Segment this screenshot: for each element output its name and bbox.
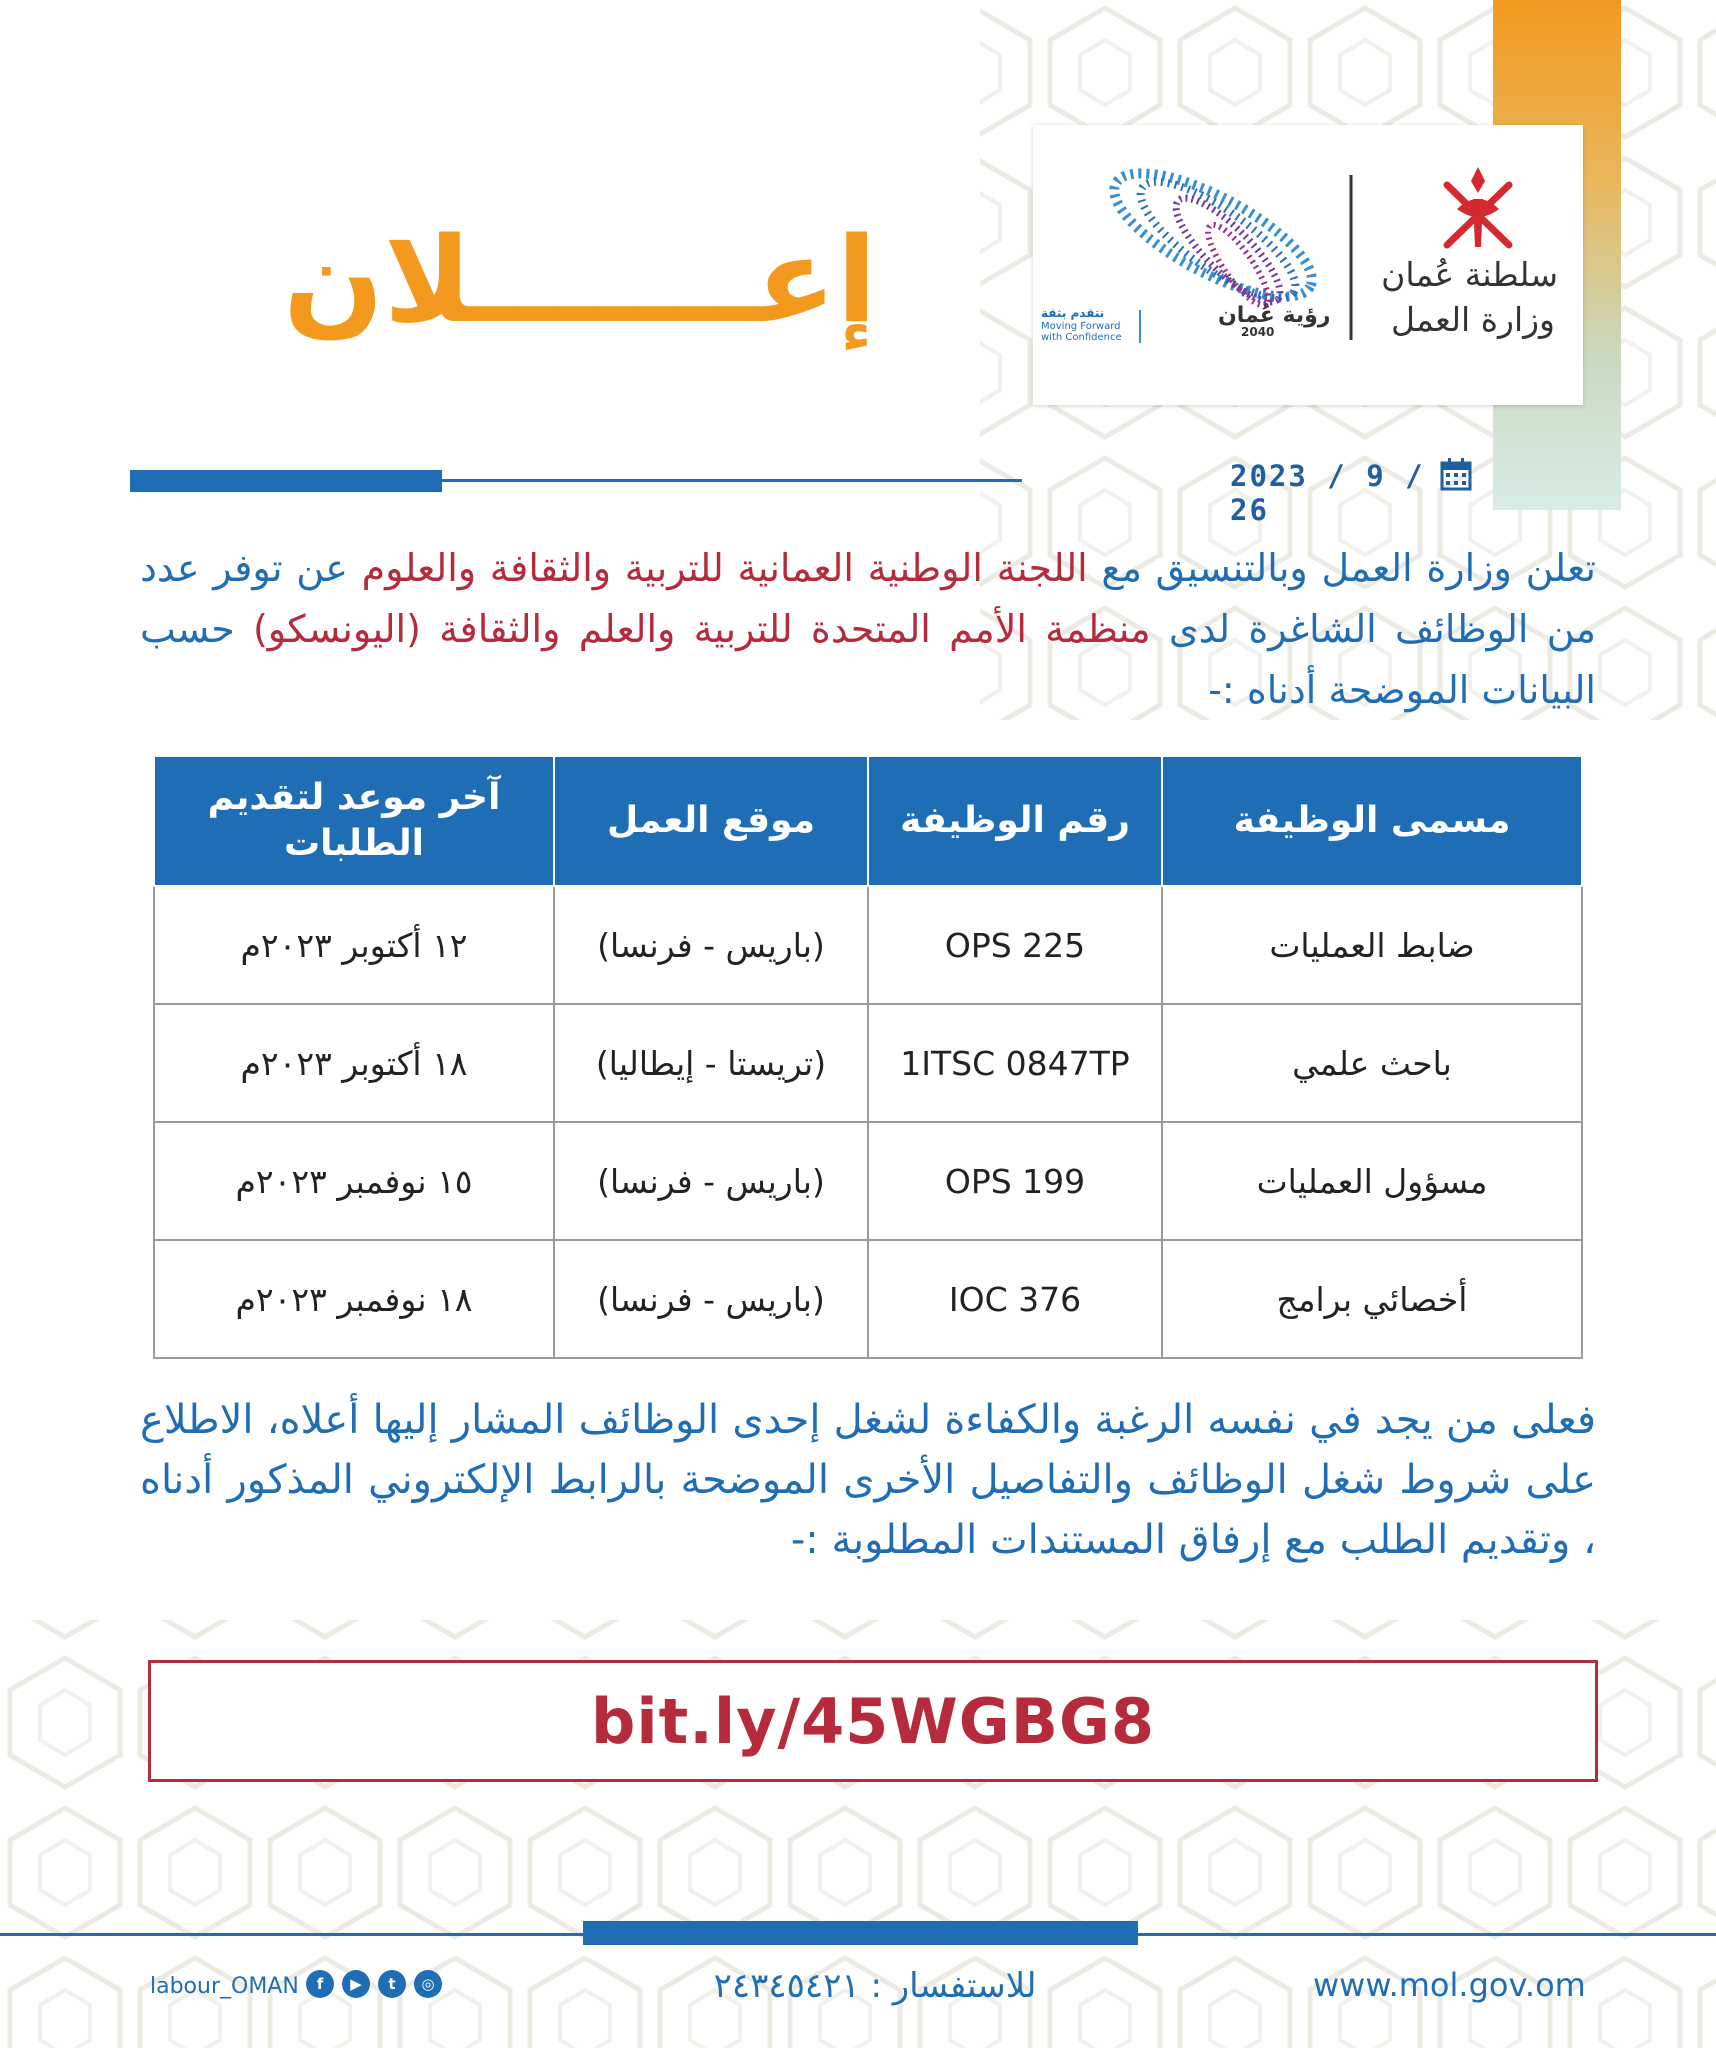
cell-job-number: OPS 199 (868, 1122, 1162, 1240)
slogan-ar: نتقدم بثقة (1041, 306, 1105, 320)
cell-job-title: باحث علمي (1162, 1004, 1582, 1122)
application-link[interactable]: bit.ly/45WGBG8 (148, 1660, 1598, 1782)
cell-location: (باريس - فرنسا) (554, 1122, 868, 1240)
cell-job-title: ضابط العمليات (1162, 886, 1582, 1004)
jobs-table (153, 755, 1583, 1359)
footer-divider-thick (583, 1921, 1138, 1945)
twitter-icon[interactable]: t (378, 1970, 406, 1998)
cell-job-title: مسؤول العمليات (1162, 1122, 1582, 1240)
announcement-title: إعـــــــلان (283, 211, 877, 349)
slogan-en-line1: Moving Forward (1041, 321, 1121, 332)
youtube-icon[interactable]: ▶ (342, 1970, 370, 1998)
cell-deadline: ١٨ أكتوبر ٢٠٢٣م (154, 1004, 554, 1122)
table-header-row (154, 756, 1582, 886)
ministry-name-line1: سلطنة عُمان (1381, 255, 1558, 294)
cell-location: (باريس - فرنسا) (554, 886, 868, 1004)
intro-org-unesco: منظمة الأمم المتحدة للتربية والعلم والثقافة (اليونسكو) (252, 607, 1151, 651)
inquiry-phone: للاستفسار : ٢٤٣٤٥٤٢١ (713, 1966, 1037, 2006)
ministry-name-line2: وزارة العمل (1391, 300, 1555, 339)
vision-year: 2040 (1241, 325, 1275, 339)
oman-emblem-icon (1433, 163, 1523, 255)
cell-job-title: أخصائي برامج (1162, 1240, 1582, 1358)
header-job-number: رقم الوظيفة (868, 756, 1162, 886)
cell-deadline: ١٥ نوفمبر ٢٠٢٣م (154, 1122, 554, 1240)
cell-job-number: IOC 376 (868, 1240, 1162, 1358)
table-row (154, 886, 1582, 1004)
header-work-location: موقع العمل (554, 756, 868, 886)
divider-thin (442, 479, 1022, 482)
announcement-date: 2023 / 9 / 26 (1230, 459, 1425, 527)
cell-deadline: ١٢ أكتوبر ٢٠٢٣م (154, 886, 554, 1004)
intro-org-national-commission: اللجنة الوطنية العمانية للتربية والثقافة والعلوم (361, 546, 1088, 590)
social-handle[interactable]: labour_OMAN (150, 1974, 299, 1999)
table-row (154, 1240, 1582, 1358)
logo-panel (1033, 125, 1583, 405)
intro-paragraph (140, 538, 1596, 721)
social-icons (306, 1970, 442, 1998)
website-link[interactable]: www.mol.gov.om (1313, 1966, 1586, 2004)
cell-job-number: OPS 225 (868, 886, 1162, 1004)
table-row (154, 1122, 1582, 1240)
table-row (154, 1004, 1582, 1122)
header-deadline: آخر موعد لتقديم الطلبات (154, 756, 554, 886)
slogan-en-line2: with Confidence (1041, 332, 1122, 343)
cell-deadline: ١٨ نوفمبر ٢٠٢٣م (154, 1240, 554, 1358)
vision-label: رؤية عُمان (1218, 303, 1331, 328)
instagram-icon[interactable]: ◎ (414, 1970, 442, 1998)
instructions-paragraph: فعلى من يجد في نفسه الرغبة والكفاءة لشغل إحدى الوظائف المشار إليها أعلاه، الاطلاع على شروط شغل الوظائف والتفاصيل الأخرى الموضحة بالرابط الإلكتروني المذكور أدناه ، وتقديم الطلب مع إرفاق المستندات المطلوبة :- (140, 1397, 1596, 1563)
vision-swirl-graphic (1098, 150, 1328, 320)
intro-text-2: عن توفر عدد من الوظائف الشاغرة لدى (140, 546, 1596, 651)
facebook-icon[interactable]: f (306, 1970, 334, 1998)
cell-job-number: 1ITSC 0847TP (868, 1004, 1162, 1122)
cell-location: (باريس - فرنسا) (554, 1240, 868, 1358)
header-job-title: مسمى الوظيفة (1162, 756, 1582, 886)
date-row (1230, 455, 1470, 527)
intro-text-3: حسب البيانات الموضحة أدناه :- (140, 607, 1596, 712)
cell-location: (تريستا - إيطاليا) (554, 1004, 868, 1122)
intro-text-1: تعلن وزارة العمل وبالتنسيق مع (1087, 546, 1596, 590)
divider-thick (130, 470, 442, 492)
calendar-icon (1440, 457, 1472, 491)
